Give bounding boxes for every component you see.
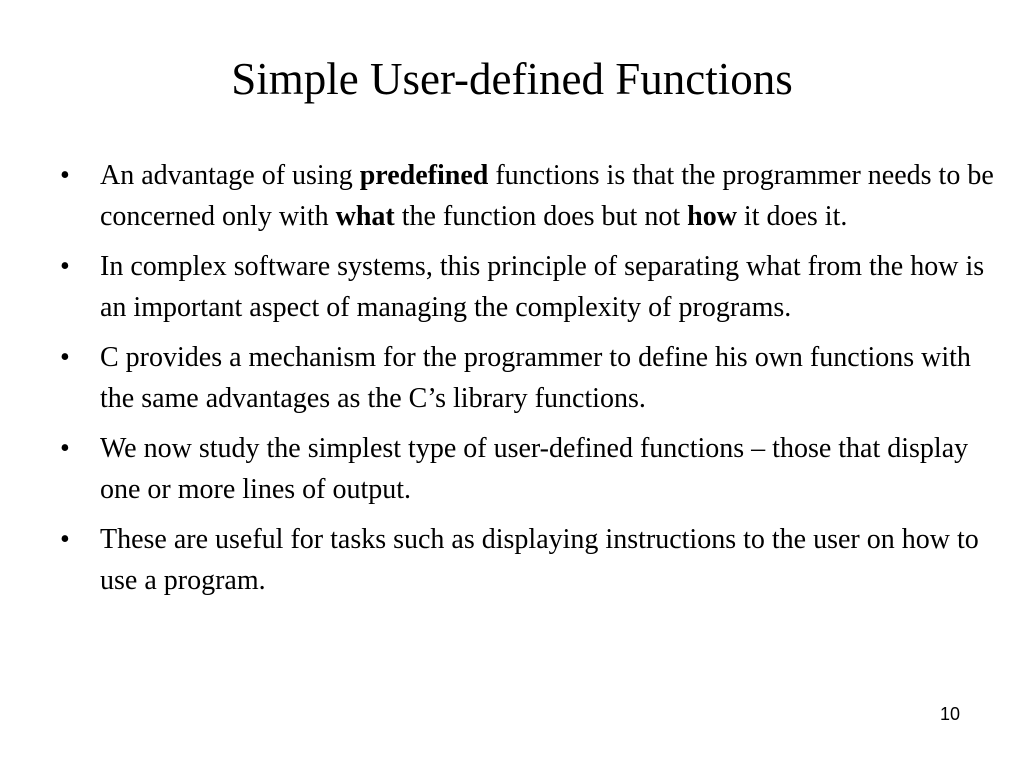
- bullet-icon: •: [60, 251, 70, 282]
- bullet-item: [60, 428, 995, 510]
- bullet-item: [60, 155, 995, 237]
- bullet-text-emphasis: what: [335, 201, 395, 232]
- bullet-text-segment: functions is that the programmer needs to be concerned only with: [100, 160, 994, 232]
- slide-number: 10: [939, 704, 961, 724]
- bullet-text-emphasis: predefined: [359, 160, 489, 191]
- bullet-text: We now study the simplest type of user-defined functions – those that display one or more lines of output.: [100, 433, 969, 505]
- bullet-text: These are useful for tasks such as displaying instructions to the user on how to use a program.: [100, 524, 979, 596]
- slide-title: Simple User-defined Functions: [231, 54, 793, 104]
- bullet-item: [60, 337, 995, 419]
- bullet-text-segment: An advantage of using: [100, 160, 360, 191]
- bullet-list: [60, 155, 995, 610]
- bullet-text-segment: it does it.: [736, 201, 848, 232]
- bullet-text-emphasis: how: [687, 201, 737, 232]
- bullet-text: C provides a mechanism for the programmer to define his own functions with the same advantages as the C’s library functions.: [100, 342, 971, 414]
- bullet-text: [100, 160, 994, 232]
- bullet-icon: •: [60, 160, 70, 191]
- bullet-icon: •: [60, 524, 70, 555]
- bullet-icon: •: [60, 342, 70, 373]
- bullet-text-segment: the function does but not: [394, 201, 688, 232]
- bullet-text: In complex software systems, this principle of separating what from the how is an important aspect of managing the complexity of programs.: [100, 251, 985, 323]
- bullet-item: [60, 246, 995, 328]
- bullet-icon: •: [60, 433, 70, 464]
- bullet-item: [60, 519, 995, 601]
